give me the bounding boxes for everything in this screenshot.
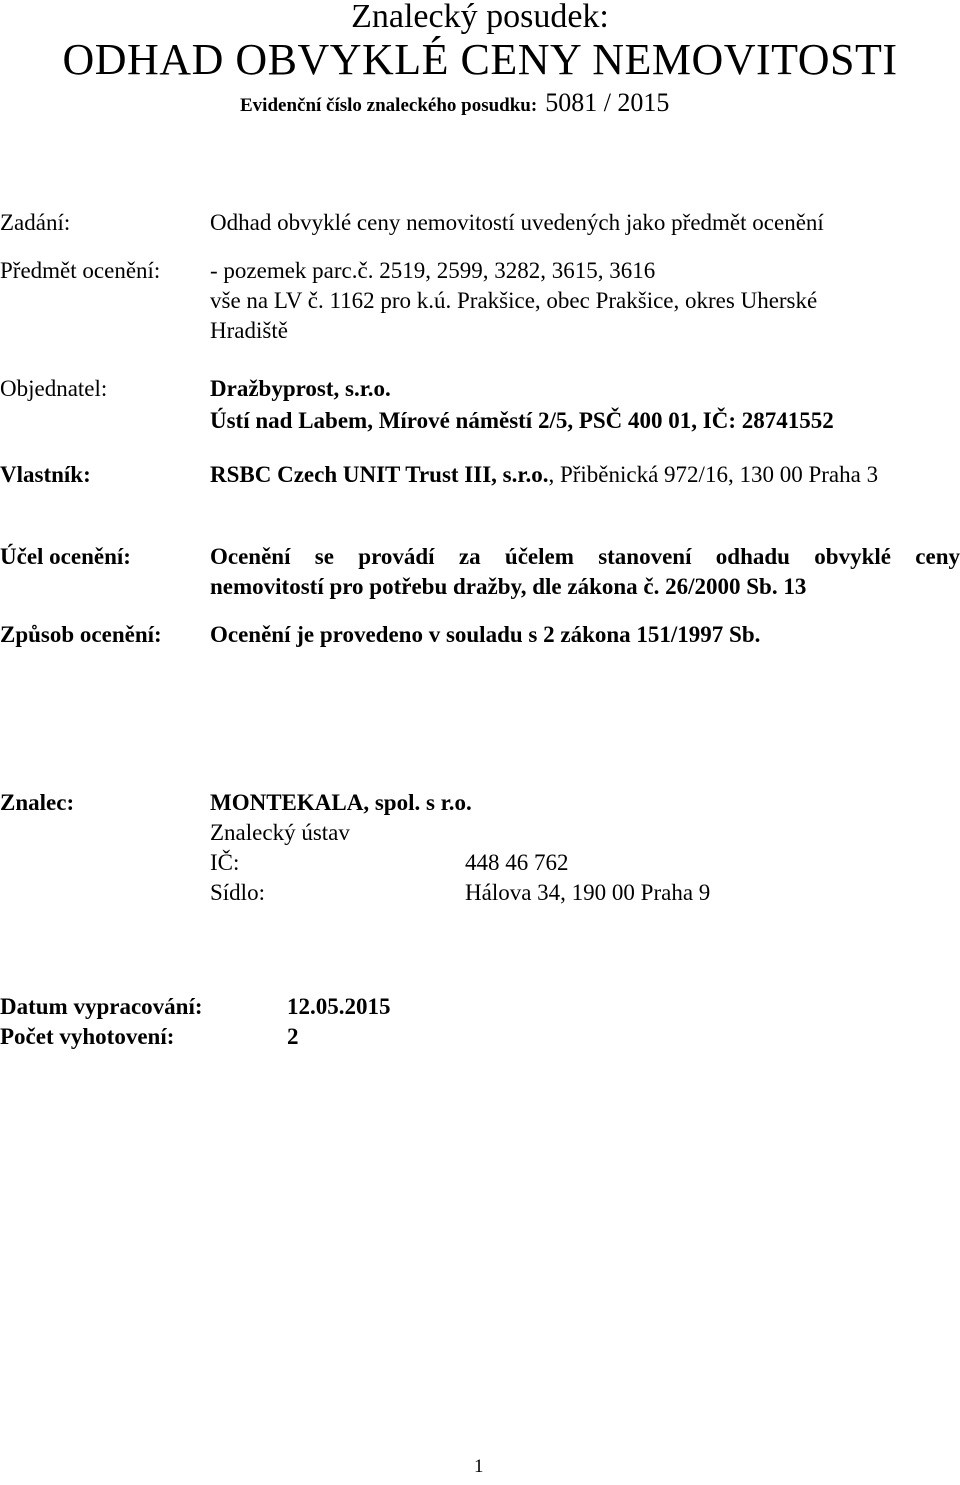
- objednatel-label: Objednatel:: [0, 376, 108, 401]
- pocet-label: Počet vyhotovení:: [0, 1024, 175, 1049]
- objednatel-name: Dražbyprost, s.r.o.: [210, 376, 391, 401]
- pocet-value: 2: [287, 1024, 299, 1049]
- znalec-label: Znalec:: [0, 790, 75, 815]
- document-subtitle: ODHAD OBVYKLÉ CENY NEMOVITOSTI: [62, 35, 898, 84]
- znalec-name: MONTEKALA, spol. s r.o.: [210, 790, 472, 815]
- predmet-line3: Hradiště: [210, 318, 288, 343]
- znalec-ic-value: 448 46 762: [465, 850, 569, 875]
- objednatel-address: Ústí nad Labem, Mírové náměstí 2/5, PSČ 400 01, IČ: 28741552: [210, 408, 834, 433]
- zadani-label: Zadání:: [0, 210, 71, 235]
- predmet-line2: vše na LV č. 1162 pro k.ú. Prakšice, obec Prakšice, okres Uherské: [210, 288, 818, 313]
- datum-label: Datum vypracování:: [0, 994, 203, 1019]
- page-number: 1: [474, 1456, 484, 1477]
- znalec-sidlo-value: Hálova 34, 190 00 Praha 9: [465, 880, 711, 905]
- znalec-ic-label: IČ:: [210, 850, 240, 875]
- ucel-label: Účel ocenění:: [0, 544, 131, 569]
- datum-value: 12.05.2015: [287, 994, 391, 1019]
- zpusob-value: Ocenění je provedeno v souladu s 2 zákona 151/1997 Sb.: [210, 622, 761, 647]
- evidence-line: [240, 88, 669, 118]
- evidence-label: Evidenční číslo znaleckého posudku:: [240, 95, 538, 116]
- predmet-line1: - pozemek parc.č. 2519, 2599, 3282, 3615, 3616: [210, 258, 656, 283]
- ucel-line1: [210, 544, 960, 570]
- ucel-line1-text: Ocenění se provádí za účelem stanovení odhadu obvyklé ceny: [210, 544, 960, 569]
- document-title: Znalecký posudek:: [351, 0, 609, 35]
- ucel-line2: nemovitostí pro potřebu dražby, dle zákona č. 26/2000 Sb. 13: [210, 574, 807, 599]
- zadani-value: Odhad obvyklé ceny nemovitostí uvedených jako předmět ocenění: [210, 210, 824, 235]
- predmet-label: Předmět ocenění:: [0, 258, 161, 283]
- znalec-sidlo-label: Sídlo:: [210, 880, 265, 905]
- zpusob-label: Způsob ocenění:: [0, 622, 162, 647]
- znalec-type: Znalecký ústav: [210, 820, 350, 845]
- evidence-number: 5081 / 2015: [545, 88, 670, 117]
- vlastnik-label: Vlastník:: [0, 462, 91, 487]
- vlastnik-address: , Přiběnická 972/16, 130 00 Praha 3: [548, 462, 879, 487]
- vlastnik-name: RSBC Czech UNIT Trust III, s.r.o.: [210, 462, 549, 487]
- vlastnik-value: [210, 462, 878, 488]
